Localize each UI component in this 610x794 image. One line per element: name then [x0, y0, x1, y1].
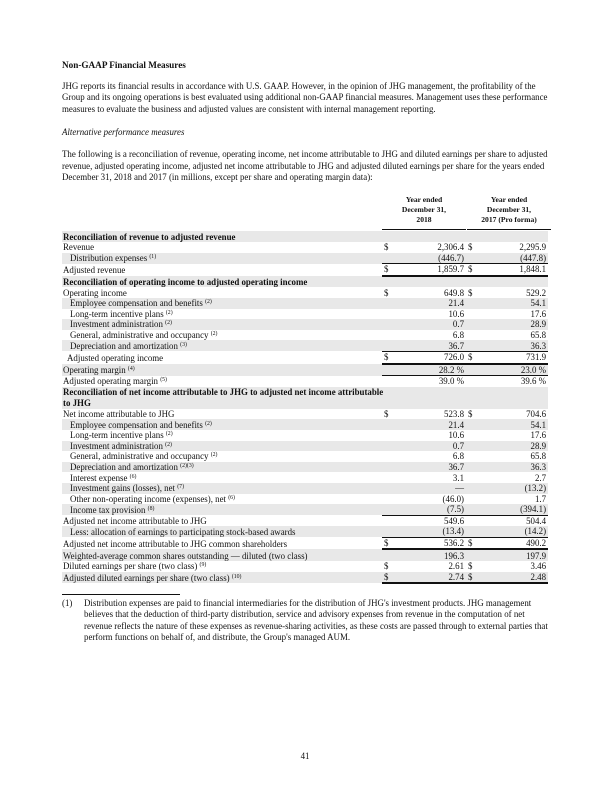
footnote-reference: (10) [231, 573, 242, 580]
row-label-text: Adjusted revenue [63, 265, 126, 276]
row-label-text: Depreciation and amortization [70, 341, 178, 352]
table-row [62, 483, 548, 494]
currency-symbol-2017: $ [466, 264, 480, 276]
currency-symbol-2018 [382, 515, 396, 526]
row-label-text: Long-term incentive plans [70, 308, 164, 319]
currency-symbol-2018 [382, 340, 396, 351]
row-label [62, 376, 382, 387]
value-2018: 649.8 [444, 287, 464, 298]
footnote-reference: (2) [165, 441, 172, 448]
currency-symbol-2018 [382, 364, 396, 376]
value-2017: 490.2 [480, 537, 548, 549]
column-header-2017: Year ended December 31, 2017 (Pro forma) [481, 195, 537, 225]
table-row [62, 561, 548, 572]
value-2017: 17.6 [530, 430, 547, 441]
row-label-text: General, administrative and occupancy [70, 329, 209, 340]
value-2018: 28.2 % [396, 364, 466, 376]
row-label [62, 537, 382, 549]
value-2018: 2,306.4 [437, 242, 464, 253]
currency-symbol-2018 [382, 430, 396, 441]
footnote-reference: (2)(3) [180, 462, 194, 469]
value-2018: 6.8 [452, 329, 464, 340]
value-2017: 704.6 [526, 408, 547, 419]
table-row [62, 537, 548, 549]
currency-symbol-2018: $ [384, 561, 389, 572]
currency-symbol-2018 [382, 549, 396, 561]
value-2018: — [396, 483, 466, 494]
value-2017: (14.2) [480, 526, 548, 537]
row-label-text: Other non-operating income (expenses), net [70, 493, 226, 504]
table-column-headers [62, 195, 548, 231]
value-2018: 6.8 [452, 451, 464, 462]
row-label [62, 287, 382, 298]
row-label-text: Adjusted net income attributable to JHG [63, 515, 207, 526]
currency-symbol-2018: $ [382, 264, 396, 276]
row-label-text: Adjusted operating margin [63, 376, 158, 387]
row-label [62, 351, 382, 363]
currency-symbol-2017 [466, 376, 480, 387]
column-header-2018: Year ended December 31, 2018 [401, 195, 447, 225]
row-label [62, 494, 382, 505]
table-row [62, 287, 548, 298]
value-2018: 3.1 [452, 472, 464, 483]
footnote-reference: (2) [205, 299, 212, 306]
currency-symbol-2018 [382, 319, 396, 330]
value-2017: 23.0 % [480, 364, 548, 376]
currency-symbol-2017 [466, 419, 480, 430]
table-row [62, 409, 548, 420]
value-2018: 10.6 [448, 430, 464, 441]
value-2017: 2.48 [480, 572, 548, 584]
currency-symbol-2018 [382, 330, 396, 341]
value-2018: 523.8 [444, 408, 464, 419]
value-2018: 21.4 [396, 298, 466, 309]
currency-symbol-2017: $ [466, 572, 480, 584]
footnote-reference: (2) [165, 320, 172, 327]
row-label [62, 526, 382, 537]
table-section-header [62, 387, 548, 409]
value-2018: (446.7) [396, 253, 466, 264]
row-label-text: Less: allocation of earnings to participating stock-based awards [70, 526, 296, 537]
currency-symbol-2017: $ [466, 537, 480, 549]
value-2017: 731.9 [480, 351, 548, 363]
currency-symbol-2018 [382, 419, 396, 430]
value-2018: 0.7 [396, 319, 466, 330]
intro-paragraph: JHG reports its financial results in accordance with U.S. GAAP. However, in the opinion of JHG management, the profitability of the Group and its ongoing operations is best evaluated using additional non-GAAP financial measures. Management uses these performance measures to evaluate the business and adjusted values are consistent with internal management reporting. [62, 81, 548, 114]
row-label [62, 330, 382, 341]
row-label-text: Adjusted operating income [67, 353, 164, 364]
row-label [62, 340, 382, 351]
table-row [62, 298, 548, 309]
value-2018: 36.7 [396, 340, 466, 351]
row-label [62, 430, 382, 441]
value-2018: 39.0 % [438, 376, 464, 387]
row-label-text: Income tax provision [70, 504, 146, 515]
table-row [62, 549, 548, 561]
row-label [62, 319, 382, 330]
value-2018: 36.7 [396, 462, 466, 473]
value-2017: 54.1 [480, 298, 548, 309]
table-row [62, 451, 548, 462]
value-2017: 36.3 [480, 462, 548, 473]
value-2018: (46.0) [442, 493, 464, 504]
currency-symbol-2017 [466, 515, 480, 526]
value-2017: 17.6 [530, 308, 547, 319]
footnote-reference: (8) [147, 505, 155, 512]
table-row [62, 504, 548, 515]
row-label-text: Depreciation and amortization [70, 461, 178, 472]
value-2017: 28.9 [480, 319, 548, 330]
table-row [62, 494, 548, 505]
value-2017: 65.8 [530, 329, 547, 340]
table-row [62, 441, 548, 452]
footnote-text: Distribution expenses are paid to financial intermediaries for the distribution of JHG's investment products. JHG management believes that the deduction of third-party distribution, service and advisory expenses from revenue in the computation of net revenue reflects the nature of these expenses as revenue-sharing activities, as these costs are passed through to external parties that perform functions on behalf of, and distribute, the Group's managed AUM. [84, 598, 548, 642]
row-label [62, 441, 382, 452]
currency-symbol-2017 [466, 430, 480, 441]
footnote-reference: (1) [149, 254, 157, 261]
value-2017: 504.4 [526, 515, 547, 526]
value-2018: 10.6 [448, 308, 464, 319]
row-label-text: Long-term incentive plans [70, 430, 164, 441]
footnote-reference: (2) [210, 330, 218, 337]
currency-symbol-2018 [382, 253, 396, 264]
currency-symbol-2017: $ [468, 561, 473, 572]
currency-symbol-2018 [382, 298, 396, 309]
value-2017: 2.7 [534, 472, 547, 483]
row-label-text: Operating margin [63, 365, 126, 376]
value-2017: 529.2 [526, 287, 547, 298]
table-row [62, 472, 548, 483]
column-header-underline [467, 229, 551, 230]
table-section-header [62, 231, 548, 242]
value-2018: 2.74 [396, 572, 466, 584]
currency-symbol-2018 [382, 494, 396, 505]
footnote-reference: (2) [205, 420, 212, 427]
row-label-text: Net income attributable to JHG [63, 408, 175, 419]
currency-symbol-2018 [382, 376, 396, 387]
table-row [62, 572, 548, 584]
reconciliation-paragraph: The following is a reconciliation of revenue, operating income, net income attributable to JHG and diluted earnings per share to adjusted revenue, adjusted operating income, adjusted net income attributable to JHG and adjusted diluted earnings per share for the years ended December 31, 2018 and 2017 (in millions, except per share and operating margin data): [62, 149, 548, 183]
value-2018: 536.2 [396, 537, 466, 549]
row-label [62, 472, 382, 483]
currency-symbol-2017 [466, 319, 480, 330]
table-row [62, 376, 548, 387]
table-row [62, 264, 548, 276]
table-row [62, 340, 548, 351]
value-2017: 65.8 [530, 451, 547, 462]
row-label [62, 572, 382, 584]
value-2017: 54.1 [480, 419, 548, 430]
currency-symbol-2017 [466, 526, 480, 537]
footnote-reference: (6) [129, 473, 137, 480]
row-label [62, 549, 382, 561]
row-label-text: Weighted-average common shares outstanding — diluted (two class) [63, 550, 308, 561]
currency-symbol-2017 [466, 462, 480, 473]
footnote-reference: (2) [165, 309, 173, 316]
row-label-text: Employee compensation and benefits [70, 298, 203, 309]
value-2018: 549.6 [444, 515, 464, 526]
currency-symbol-2018 [382, 462, 396, 473]
row-label-text: Employee compensation and benefits [70, 419, 203, 430]
value-2017: (394.1) [480, 504, 548, 515]
value-2018: (7.5) [396, 504, 466, 515]
value-2018: 21.4 [396, 419, 466, 430]
currency-symbol-2017 [466, 483, 480, 494]
currency-symbol-2017 [466, 340, 480, 351]
table-row [62, 253, 548, 264]
row-label [62, 242, 382, 253]
currency-symbol-2018 [382, 504, 396, 515]
table-row [62, 319, 548, 330]
row-label [62, 504, 382, 515]
table-row [62, 419, 548, 430]
row-label-text: Adjusted net income attributable to JHG common shareholders [63, 539, 288, 550]
row-label-text: Revenue [63, 242, 95, 253]
table-row [62, 430, 548, 441]
row-label [62, 515, 382, 526]
row-label [62, 364, 382, 376]
currency-symbol-2017 [466, 253, 480, 264]
row-label [62, 309, 382, 320]
page-number: 41 [300, 751, 310, 761]
row-label [62, 264, 382, 276]
footnote-reference: (7) [177, 484, 184, 491]
footnote-reference: (2) [210, 452, 218, 459]
currency-symbol-2018: $ [384, 408, 389, 419]
row-label [62, 561, 382, 572]
currency-symbol-2017: $ [466, 351, 480, 363]
value-2017: (447.8) [480, 253, 548, 264]
table-row [62, 364, 548, 376]
currency-symbol-2017: $ [468, 408, 473, 419]
row-label-text: Investment administration [70, 319, 163, 330]
currency-symbol-2018: $ [384, 242, 389, 253]
row-label [62, 253, 382, 264]
footnote-reference: (5) [160, 377, 167, 384]
row-label [62, 298, 382, 309]
reconciliation-table [62, 231, 548, 584]
section-label: Reconciliation of operating income to adjusted operating income [62, 276, 548, 288]
currency-symbol-2018 [382, 451, 396, 462]
row-label [62, 483, 382, 494]
currency-symbol-2017 [466, 330, 480, 341]
value-2017: 197.9 [480, 549, 548, 561]
currency-symbol-2018 [382, 472, 396, 483]
section-label: Reconciliation of net income attributable to JHG to adjusted net income attributable to JHG [62, 387, 548, 409]
footnote-rule [62, 594, 180, 595]
currency-symbol-2018: $ [384, 287, 389, 298]
row-label-text: Investment gains (losses), net [70, 483, 176, 494]
table-row [62, 462, 548, 473]
currency-symbol-2017 [466, 364, 480, 376]
currency-symbol-2017: $ [468, 242, 473, 253]
footnote-reference: (6) [228, 494, 235, 501]
currency-symbol-2017 [466, 504, 480, 515]
document-page [62, 60, 548, 643]
currency-symbol-2018: $ [382, 572, 396, 584]
column-header-underline [382, 229, 466, 230]
row-label-text: Investment administration [70, 440, 163, 451]
currency-symbol-2017 [466, 549, 480, 561]
value-2017: (13.2) [480, 483, 548, 494]
row-label [62, 462, 382, 473]
table-row [62, 309, 548, 320]
value-2017: 2,295.9 [519, 242, 547, 253]
currency-symbol-2017 [466, 451, 480, 462]
table-row [62, 330, 548, 341]
row-label [62, 409, 382, 420]
section-label: Reconciliation of revenue to adjusted revenue [62, 231, 548, 242]
footnote-reference: (3) [180, 342, 187, 349]
currency-symbol-2018: $ [382, 537, 396, 549]
footnote-number: (1) [62, 598, 73, 609]
value-2017: 28.9 [480, 441, 548, 452]
value-2017: 1,848.1 [480, 264, 548, 276]
footnote-reference: (9) [199, 562, 207, 569]
currency-symbol-2017 [466, 309, 480, 320]
row-label-text: Diluted earnings per share (two class) [63, 561, 198, 572]
value-2018: (13.4) [396, 526, 466, 537]
currency-symbol-2017 [466, 441, 480, 452]
row-label-text: Adjusted diluted earnings per share (two class) [63, 572, 230, 583]
currency-symbol-2017 [466, 298, 480, 309]
footnote-reference: (2) [165, 431, 173, 438]
row-label-text: General, administrative and occupancy [70, 451, 209, 462]
currency-symbol-2018: $ [382, 351, 396, 363]
value-2018: 726.0 [396, 351, 466, 363]
row-label-text: Operating income [63, 287, 127, 298]
value-2018: 196.3 [396, 549, 466, 561]
table-row [62, 242, 548, 253]
value-2018: 0.7 [396, 441, 466, 452]
table-row [62, 351, 548, 363]
value-2017: 1.7 [534, 493, 547, 504]
section-heading: Non-GAAP Financial Measures [62, 60, 186, 70]
currency-symbol-2017: $ [468, 287, 473, 298]
currency-symbol-2017 [466, 494, 480, 505]
row-label [62, 419, 382, 430]
currency-symbol-2017 [466, 472, 480, 483]
footnote-reference: (4) [127, 366, 135, 373]
subheading: Alternative performance measures [62, 127, 185, 138]
value-2017: 39.6 % [520, 376, 547, 387]
value-2017: 36.3 [480, 340, 548, 351]
table-row [62, 526, 548, 537]
row-label-text: Distribution expenses [70, 253, 148, 264]
currency-symbol-2018 [382, 483, 396, 494]
currency-symbol-2018 [382, 309, 396, 320]
currency-symbol-2018 [382, 526, 396, 537]
currency-symbol-2018 [382, 441, 396, 452]
table-section-header [62, 276, 548, 288]
value-2018: 2.61 [448, 561, 464, 572]
row-label-text: Interest expense [70, 472, 128, 483]
value-2018: 1,859.7 [396, 264, 466, 276]
row-label [62, 451, 382, 462]
table-row [62, 515, 548, 526]
value-2017: 3.46 [530, 561, 547, 572]
footnote [62, 598, 548, 643]
